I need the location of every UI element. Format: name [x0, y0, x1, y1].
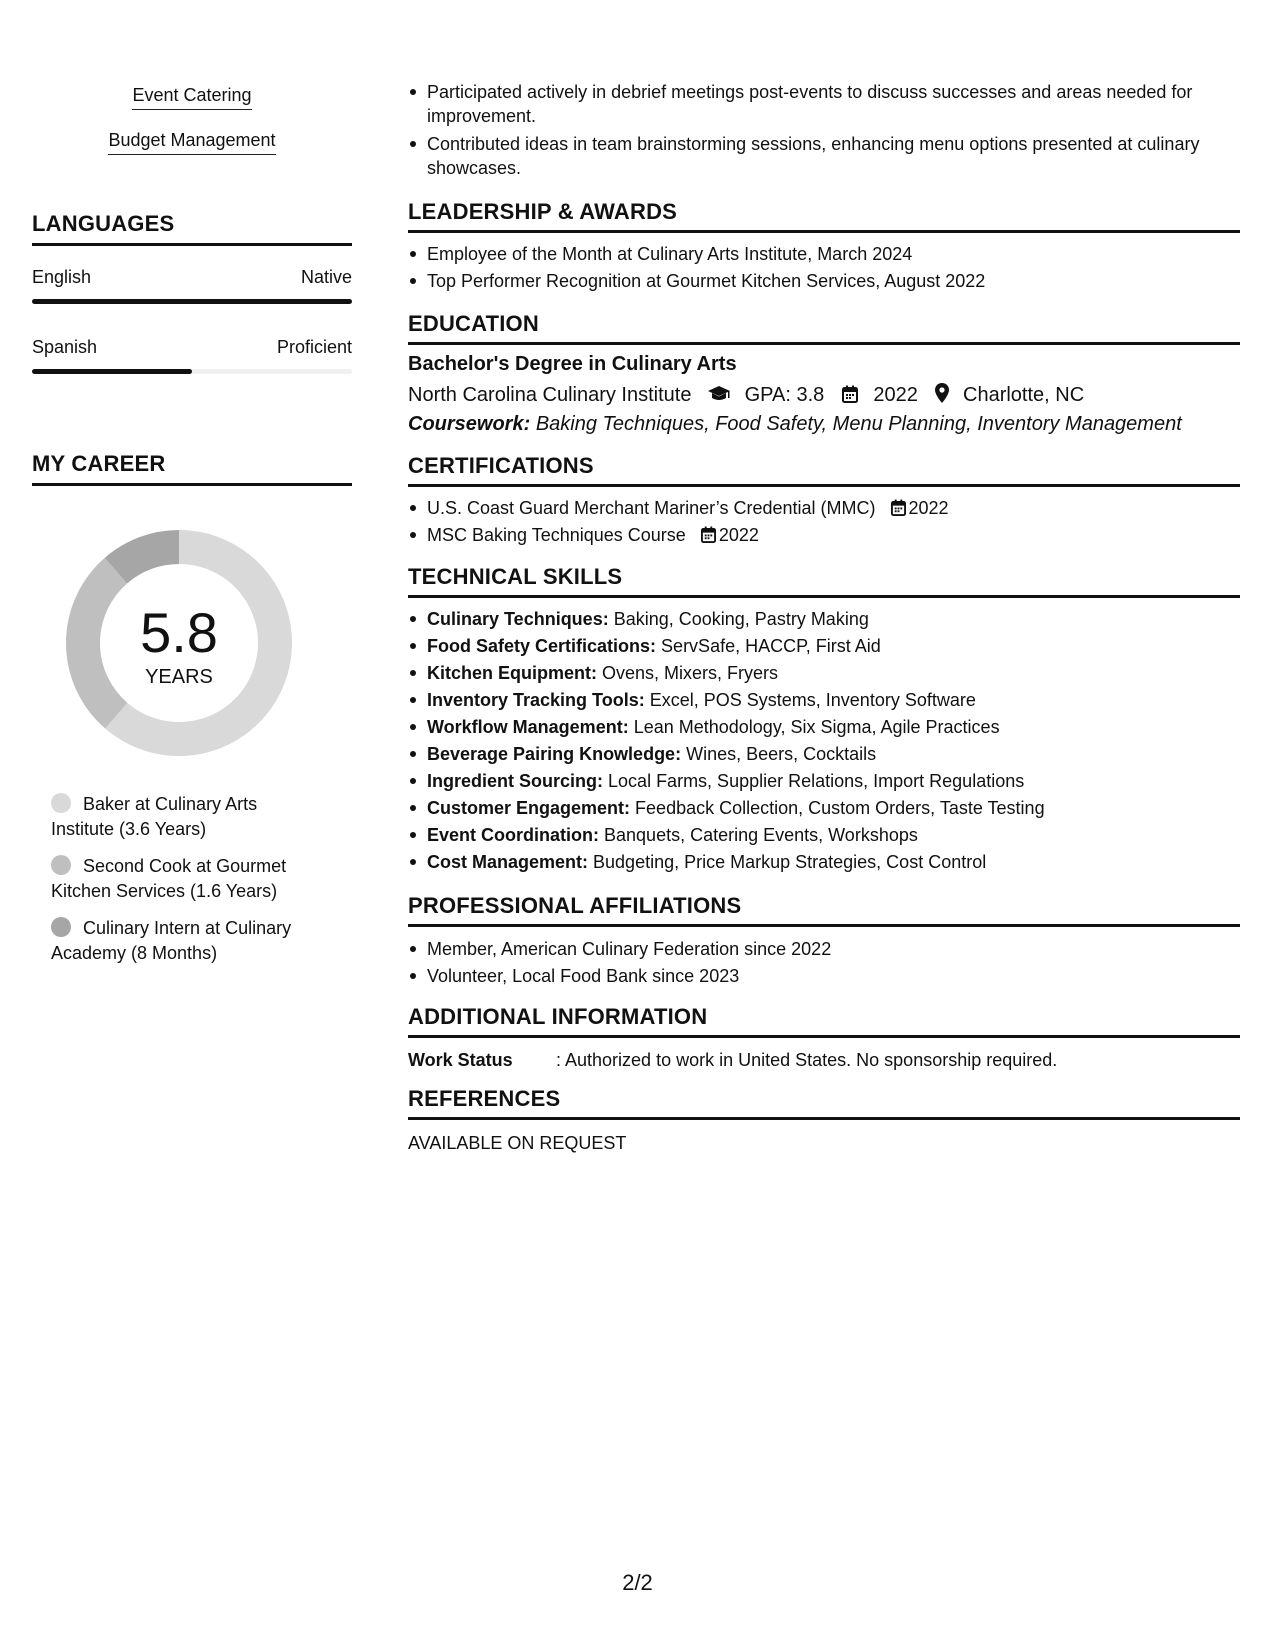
affiliations-heading: PROFESSIONAL AFFILIATIONS — [408, 893, 1240, 927]
skill-values: Wines, Beers, Cocktails — [686, 744, 877, 764]
work-status-value: : Authorized to work in United States. No sponsorship required. — [556, 1050, 1058, 1070]
page-number: 2/2 — [622, 1570, 653, 1595]
technical-skill-item — [408, 715, 1240, 739]
certifications-heading: CERTIFICATIONS — [408, 453, 1240, 487]
legend-dot — [51, 917, 71, 937]
certification-item: U.S. Coast Guard Merchant Mariner’s Credential (MMC) 2022 — [408, 496, 1240, 522]
affiliation-item: Volunteer, Local Food Bank since 2023 — [408, 964, 1240, 988]
language-name: English — [32, 267, 92, 287]
skill-category: Ingredient Sourcing: — [427, 771, 604, 791]
skill-values: Budgeting, Price Markup Strategies, Cost Control — [593, 852, 987, 872]
coursework: Coursework: Baking Techniques, Food Safety, Menu Planning, Inventory Management — [408, 413, 1182, 435]
language-level: Native — [300, 267, 352, 287]
career-legend-item: Culinary Intern at Culinary Academy (8 Months) — [51, 918, 292, 963]
legend-dot — [51, 855, 71, 875]
career-legend-item: Second Cook at Gourmet Kitchen Services (1.6 Years) — [51, 856, 287, 901]
language-name: Spanish — [32, 337, 98, 357]
language-proficiency-bar — [32, 369, 352, 374]
references-text: AVAILABLE ON REQUEST — [408, 1133, 627, 1153]
language-row — [32, 337, 352, 358]
education-details — [408, 383, 1240, 409]
education-location: Charlotte, NC — [963, 384, 1085, 406]
language-proficiency-bar — [32, 299, 352, 304]
skill-values: Excel, POS Systems, Inventory Software — [649, 690, 976, 710]
skill-category: Culinary Techniques: — [427, 609, 609, 629]
gpa: GPA: 3.8 — [744, 384, 825, 406]
skill-values: Feedback Collection, Custom Orders, Taste Testing — [635, 798, 1045, 818]
skill-category: Workflow Management: — [427, 717, 629, 737]
award-item: Employee of the Month at Culinary Arts Institute, March 2024 — [408, 242, 1240, 266]
school-name: North Carolina Culinary Institute — [408, 384, 692, 406]
skill-tag: Budget Management — [32, 130, 352, 155]
skill-category: Food Safety Certifications: — [427, 636, 657, 656]
map-pin-icon — [935, 383, 949, 409]
skill-category: Inventory Tracking Tools: — [427, 690, 645, 710]
graduation-cap-icon — [707, 385, 731, 409]
career-legend-item: Baker at Culinary Arts Institute (3.6 Years) — [51, 794, 258, 839]
technical-skill-item — [408, 742, 1240, 766]
calendar-icon — [701, 525, 716, 549]
skill-tag: Event Catering — [32, 85, 352, 110]
references-heading: REFERENCES — [408, 1086, 1240, 1120]
skill-values: Ovens, Mixers, Fryers — [602, 663, 779, 683]
education-heading: EDUCATION — [408, 311, 1240, 345]
experience-bullet: Contributed ideas in team brainstorming sessions, enhancing menu options presented at culinary showcases. — [408, 132, 1240, 180]
skill-category: Cost Management: — [427, 852, 589, 872]
languages-heading: LANGUAGES — [32, 211, 352, 246]
affiliation-item: Member, American Culinary Federation since 2022 — [408, 937, 1240, 961]
skill-category: Event Coordination: — [427, 825, 599, 845]
skill-values: ServSafe, HACCP, First Aid — [661, 636, 881, 656]
skill-category: Beverage Pairing Knowledge: — [427, 744, 682, 764]
technical-skill-item — [408, 661, 1240, 685]
work-status-label: Work Status — [408, 1050, 513, 1070]
language-proficiency-fill — [32, 299, 352, 304]
skill-category: Kitchen Equipment: — [427, 663, 597, 683]
degree-title: Bachelor's Degree in Culinary Arts — [408, 353, 737, 375]
certification-item: MSC Baking Techniques Course 2022 — [408, 523, 1240, 549]
technical-skills-heading: TECHNICAL SKILLS — [408, 564, 1240, 598]
technical-skill-item — [408, 769, 1240, 793]
skill-values: Baking, Cooking, Pastry Making — [613, 609, 869, 629]
skill-values: Banquets, Catering Events, Workshops — [604, 825, 918, 845]
skill-values: Local Farms, Supplier Relations, Import Regulations — [608, 771, 1025, 791]
career-total-years: 5.8 — [140, 601, 218, 664]
experience-bullet: Participated actively in debrief meetings post-events to discuss successes and areas needed for improvement. — [408, 80, 1240, 128]
legend-dot — [51, 793, 71, 813]
career-heading: MY CAREER — [32, 451, 352, 486]
career-total-unit: YEARS — [145, 666, 213, 688]
language-row — [32, 267, 352, 288]
technical-skill-item — [408, 634, 1240, 658]
leadership-heading: LEADERSHIP & AWARDS — [408, 199, 1240, 233]
technical-skill-item — [408, 823, 1240, 847]
technical-skill-item — [408, 796, 1240, 820]
language-proficiency-fill — [32, 369, 192, 374]
additional-info-heading: ADDITIONAL INFORMATION — [408, 1004, 1240, 1038]
technical-skill-item — [408, 607, 1240, 631]
career-donut-chart — [66, 530, 292, 756]
calendar-icon — [891, 498, 906, 522]
technical-skill-item — [408, 688, 1240, 712]
skill-values: Lean Methodology, Six Sigma, Agile Practices — [633, 717, 1000, 737]
award-item: Top Performer Recognition at Gourmet Kitchen Services, August 2022 — [408, 269, 1240, 293]
calendar-icon — [842, 385, 858, 409]
language-level: Proficient — [276, 337, 352, 357]
technical-skill-item — [408, 850, 1240, 874]
skill-category: Customer Engagement: — [427, 798, 631, 818]
graduation-year: 2022 — [873, 384, 918, 406]
work-status-row — [408, 1050, 1240, 1071]
